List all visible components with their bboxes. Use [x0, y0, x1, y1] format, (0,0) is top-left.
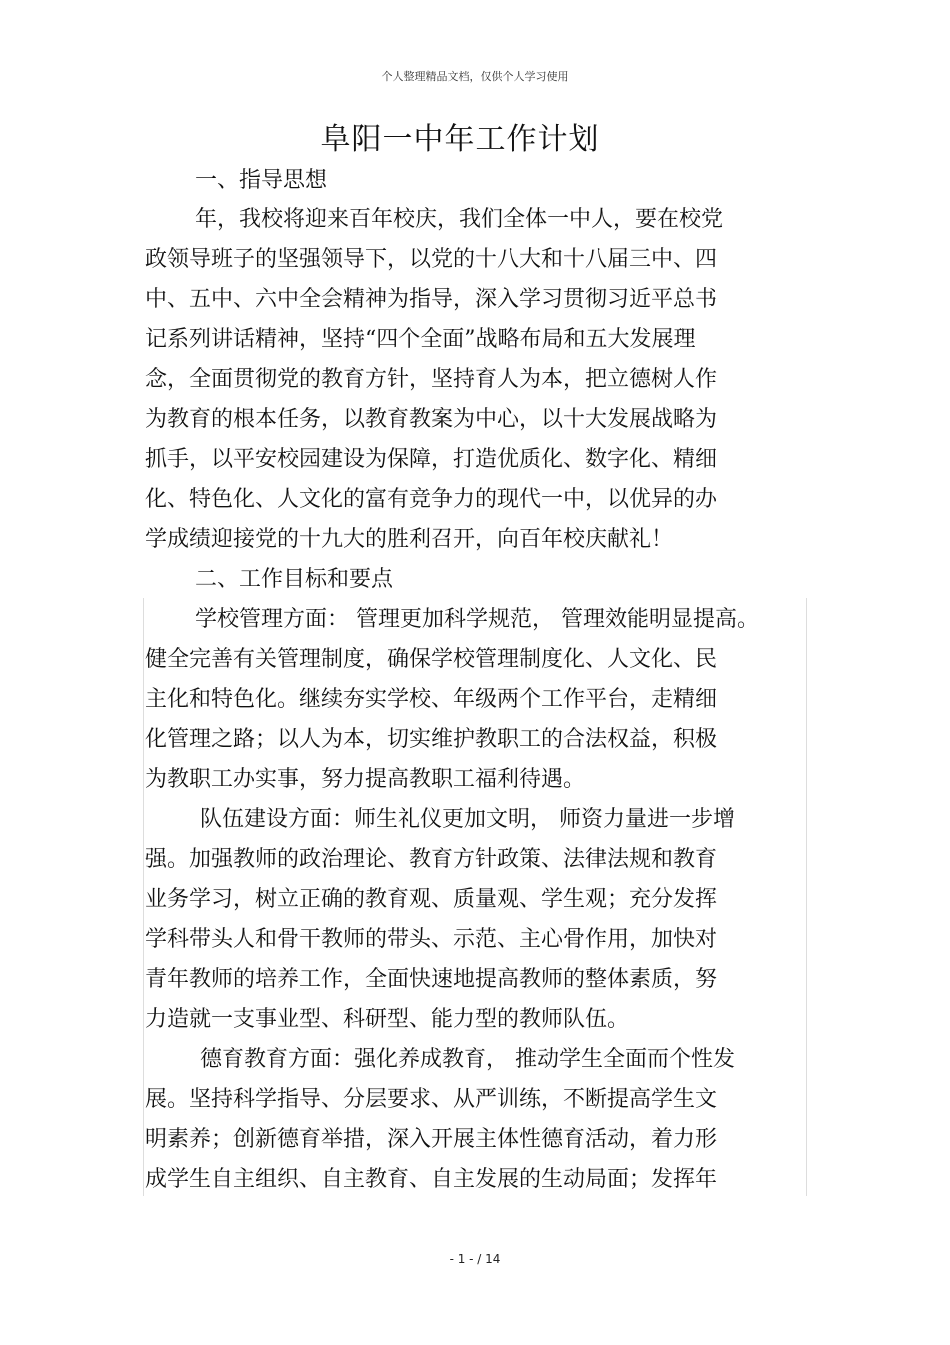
- text-line: 记系列讲话精神，坚持“四个全面”战略布局和五大发展理: [145, 327, 696, 352]
- text-line: 主化和特色化。继续夯实学校、年级两个工作平台，走精细: [145, 687, 718, 712]
- text-line: 明素养；创新德育举措，深入开展主体性德育活动，着力形: [145, 1127, 718, 1152]
- text-line: 抓手，以平安校园建设为保障，打造优质化、数字化、精细: [145, 447, 718, 472]
- section-heading: 二、工作目标和要点: [195, 567, 394, 592]
- text-line: 为教职工办实事，努力提高教职工福利待遇。: [145, 767, 586, 792]
- text-line: 力造就一支事业型、科研型、能力型的教师队伍。: [145, 1007, 630, 1032]
- text-line: 中、五中、六中全会精神为指导，深入学习贯彻习近平总书: [145, 287, 718, 312]
- text-line: 健全完善有关管理制度，确保学校管理制度化、人文化、民: [145, 647, 718, 672]
- text-box-left-rule: [143, 598, 144, 1196]
- page-number: - 1 - / 14: [449, 1252, 501, 1266]
- text-line: 业务学习，树立正确的教育观、质量观、学生观；充分发挥: [145, 887, 718, 912]
- text-line: 念，全面贯彻党的教育方针，坚持育人为本，把立德树人作: [145, 367, 718, 392]
- text-line: 德育教育方面：强化养成教育， 推动学生全面而个性发: [200, 1047, 735, 1072]
- text-line: 学科带头人和骨干教师的带头、示范、主心骨作用，加快对: [145, 927, 718, 952]
- text-line: 学校管理方面： 管理更加科学规范， 管理效能明显提高。: [195, 607, 759, 632]
- section-heading: 一、指导思想: [195, 168, 328, 193]
- document-title: 阜阳一中年工作计划: [320, 122, 600, 157]
- text-line: 队伍建设方面：师生礼仪更加文明， 师资力量进一步增: [200, 807, 735, 832]
- text-line: 政领导班子的坚强领导下，以党的十八大和十八届三中、四: [145, 247, 718, 272]
- header-note: 个人整理精品文档，仅供个人学习使用: [381, 70, 569, 83]
- text-line: 为教育的根本任务，以教育教案为中心，以十大发展战略为: [145, 407, 718, 432]
- text-line: 成学生自主组织、自主教育、自主发展的生动局面；发挥年: [145, 1167, 718, 1192]
- text-line: 青年教师的培养工作，全面快速地提高教师的整体素质，努: [145, 967, 718, 992]
- text-line: 展。坚持科学指导、分层要求、从严训练，不断提高学生文: [145, 1087, 718, 1112]
- text-line: 强。加强教师的政治理论、教育方针政策、法律法规和教育: [145, 847, 718, 872]
- text-line: 化管理之路；以人为本，切实维护教职工的合法权益，积极: [145, 727, 718, 752]
- text-line: 化、特色化、人文化的富有竞争力的现代一中，以优异的办: [145, 487, 718, 512]
- text-line: 年，我校将迎来百年校庆，我们全体一中人，要在校党: [195, 207, 724, 232]
- text-box-right-rule: [806, 598, 807, 1196]
- text-line: 学成绩迎接党的十九大的胜利召开，向百年校庆献礼！: [145, 527, 674, 552]
